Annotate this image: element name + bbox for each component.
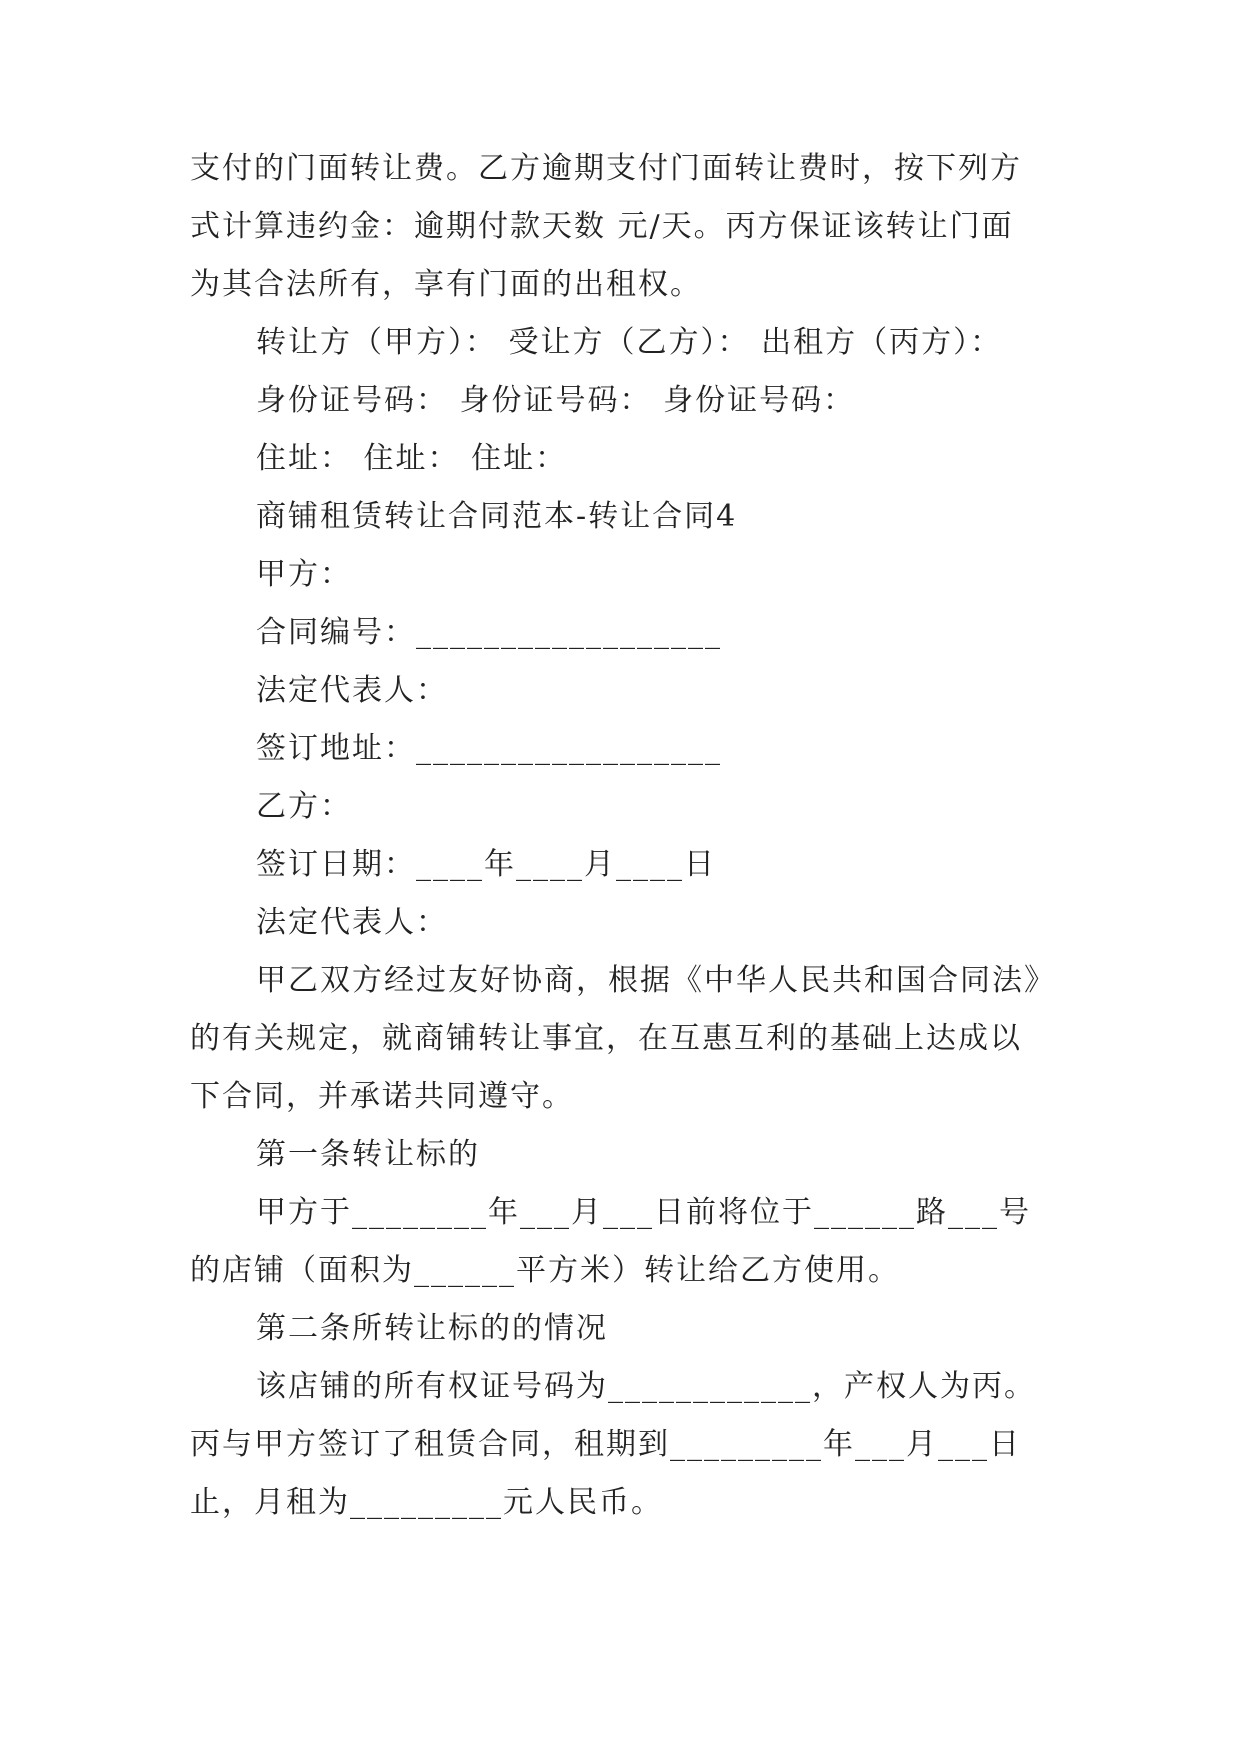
document-page [190, 140, 1070, 1532]
legal-representative-line: 法定代表人： [256, 673, 448, 708]
paragraph-line: 式计算违约金：逾期付款天数 元/天。丙方保证该转让门面 [190, 209, 1014, 244]
article-heading: 第二条所转让标的的情况 [256, 1311, 608, 1346]
paragraph-line: 甲乙双方经过友好协商，根据《中华人民共和国合同法》 [256, 963, 1056, 998]
paragraph-line: 为其合法所有，享有门面的出租权。 [190, 267, 702, 302]
paragraph-line: 的有关规定，就商铺转让事宜，在互惠互利的基础上达成以 [190, 1021, 1022, 1056]
contract-number-line: 合同编号：__________________ [256, 615, 722, 650]
signing-address-line: 签订地址：__________________ [256, 731, 722, 766]
paragraph-line: 的店铺（面积为______平方米）转让给乙方使用。 [190, 1253, 900, 1288]
signature-parties-line: 转让方（甲方）： 受让方（乙方）： 出租方（丙方）： [256, 325, 1003, 360]
paragraph-line: 止，月租为_________元人民币。 [190, 1485, 663, 1520]
legal-representative-line: 法定代表人： [256, 905, 448, 940]
article-heading: 第一条转让标的 [256, 1137, 480, 1172]
signing-date-line: 签订日期：____年____月____日 [256, 847, 716, 882]
party-b-label: 乙方： [256, 789, 352, 824]
paragraph-line: 甲方于________年___月___日前将位于______路___号 [256, 1195, 1031, 1230]
section-title: 商铺租赁转让合同范本-转让合同4 [256, 499, 738, 534]
paragraph-line: 该店铺的所有权证号码为____________，产权人为丙。 [256, 1369, 1036, 1404]
paragraph-line: 支付的门面转让费。乙方逾期支付门面转让费时，按下列方 [190, 151, 1022, 186]
party-a-label: 甲方： [256, 557, 352, 592]
address-line: 住址： 住址： 住址： [256, 441, 568, 476]
paragraph-line: 下合同，并承诺共同遵守。 [190, 1079, 574, 1114]
id-number-line: 身份证号码： 身份证号码： 身份证号码： [256, 383, 856, 418]
paragraph-line: 丙与甲方签订了租赁合同，租期到_________年___月___日 [190, 1427, 1021, 1462]
